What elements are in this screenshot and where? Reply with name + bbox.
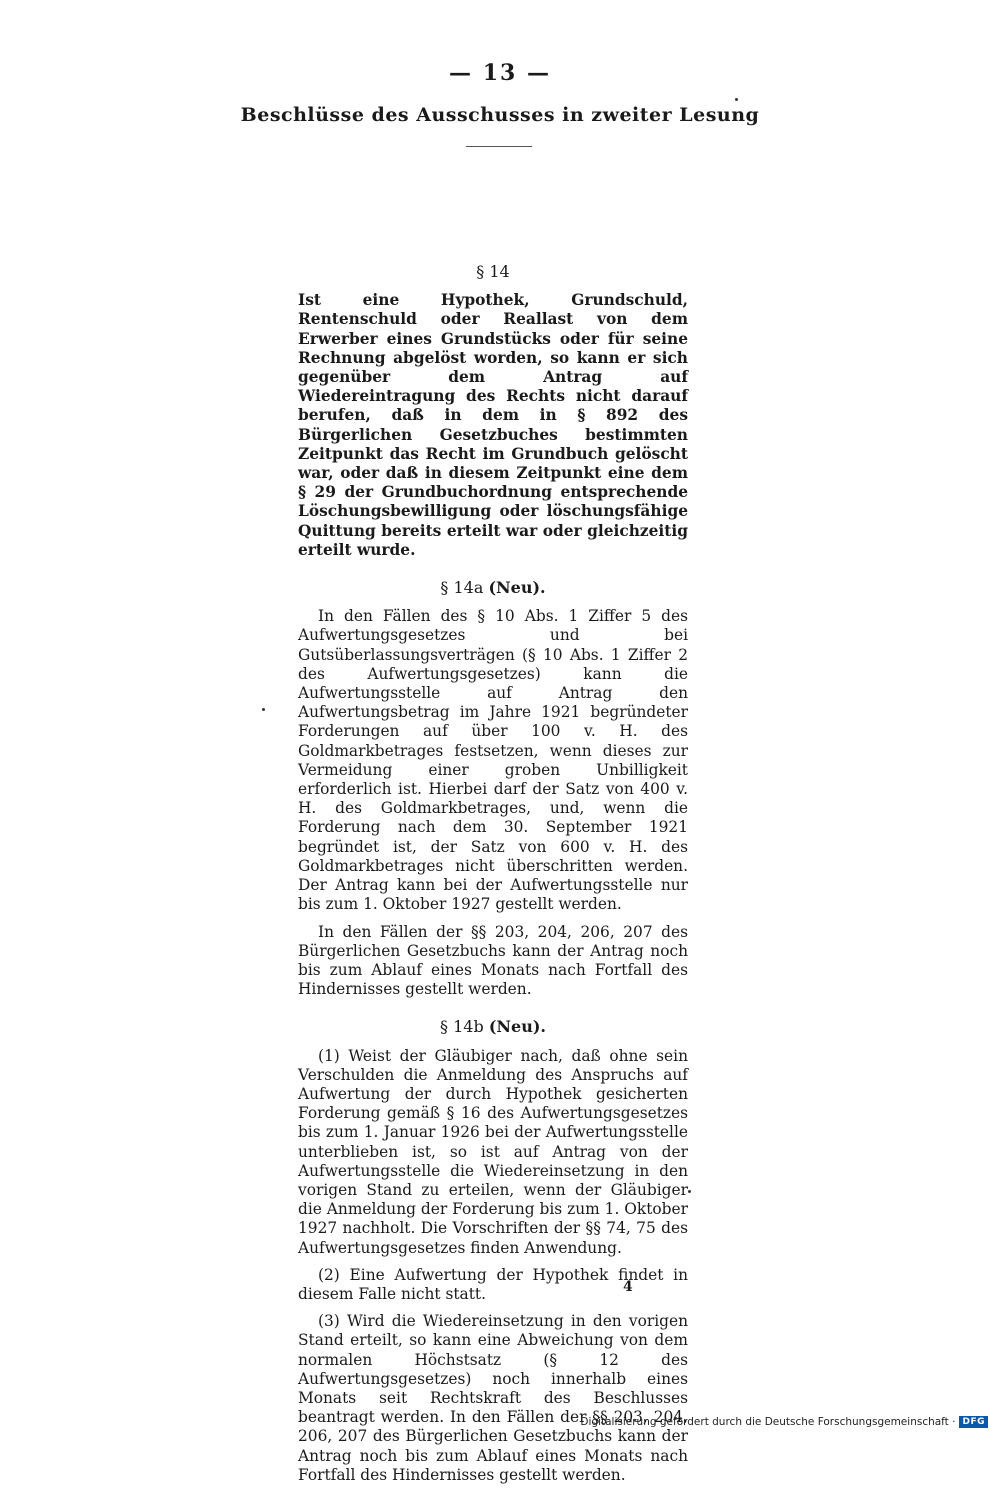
dfg-logo-icon: DFG <box>959 1416 988 1428</box>
section-heading <box>298 578 688 597</box>
signature-mark: 4 <box>623 1279 633 1295</box>
print-speck <box>262 708 265 711</box>
section-paragraph: (2) Eine Aufwertung der Hypothek findet in diesem Falle nicht statt. <box>298 1265 688 1303</box>
page-number: — 13 — <box>449 60 551 86</box>
section-14a <box>298 578 688 999</box>
section-paragraph: (1) Weist der Gläubiger nach, daß ohne sein Verschulden die Anmeldung des Anspruchs auf Aufwertung der durch Hypothek gesicherten Forderung gemäß § 16 des Aufwertungsgesetzes bis zum 1. Januar 1926 bei der Aufwertungsstelle unterblieben ist, so ist auf Antrag von der Aufwertungsstelle die Wiedereinsetzung in den vorigen Stand zu erteilen, wenn der Gläubiger die Anmeldung der Forderung bis zum 1. Oktober 1927 nachholt. Die Vorschriften der §§ 74, 75 des Aufwertungsgesetzes finden Anwendung. <box>298 1046 688 1257</box>
print-speck <box>735 98 738 101</box>
section-paragraph: In den Fällen des § 10 Abs. 1 Ziffer 5 des Aufwertungsgesetzes und bei Gutsüberlassungsverträgen (§ 10 Abs. 1 Ziffer 2 des Aufwertungsgesetzes) kann die Aufwertungsstelle auf Antrag den Aufwertungsbetrag im Jahre 1921 begründeter Forderungen auf über 100 v. H. des Goldmarkbetrages festsetzen, wenn dieses zur Vermeidung einer groben Unbilligkeit erforderlich ist. Hierbei darf der Satz von 400 v. H. des Goldmarkbetrages, und, wenn die Forderung nach dem 30. September 1921 begründet ist, der Satz von 600 v. H. des Goldmarkbetrages nicht überschritten werden. Der Antrag kann bei der Aufwertungsstelle nur bis zum 1. Oktober 1927 gestellt werden. <box>298 607 688 914</box>
section-number: § 14 <box>476 262 510 281</box>
digitization-footer <box>580 1414 988 1430</box>
section-paragraph: In den Fällen der §§ 203, 204, 206, 207 des Bürgerlichen Gesetzbuchs kann der Antrag noch bis zum Ablauf eines Monats nach Fortfall des Hindernisses gestellt werden. <box>298 922 688 999</box>
print-speck <box>688 1190 691 1193</box>
section-heading <box>298 1017 688 1036</box>
section-paragraph: (3) Wird die Wiedereinsetzung in den vorigen Stand erteilt, so kann eine Abweichung von dem normalen Höchstsatz (§ 12 des Aufwertungsgesetzes) noch innerhalb eines Monats seit Rechtskraft des Beschlusses beantragt werden. In den Fällen der §§ 203, 204, 206, 207 des Bürgerlichen Gesetzbuchs kann der Antrag noch bis zum Ablauf eines Monats nach Fortfall des Hindernisses gestellt werden. <box>298 1312 688 1484</box>
section-number: § 14b <box>440 1017 484 1037</box>
section-new-marker: (Neu). <box>488 578 546 598</box>
section-new-marker: (Neu). <box>488 1017 546 1037</box>
page-subtitle: Beschlüsse des Ausschusses in zweiter Lesung <box>240 104 760 126</box>
section-number: § 14a <box>440 578 484 598</box>
section-paragraph: Ist eine Hypothek, Grundschuld, Rentenschuld oder Reallast von dem Erwerber eines Grundstücks oder für seine Rechnung abgelöst worden, so kann er sich gegenüber dem Antrag auf Wiedereintragung des Rechts nicht darauf berufen, daß in dem in § 892 des Bürgerlichen Gesetzbuches bestimmten Zeitpunkt das Recht im Grundbuch gelöscht war, oder daß in diesem Zeitpunkt eine dem § 29 der Grundbuchordnung entsprechende Löschungsbewilligung oder löschungsfähige Quittung bereits erteilt war oder gleichzeitig erteilt wurde. <box>298 291 688 559</box>
title-divider <box>466 146 532 147</box>
footer-credit: Digitalisierung gefördert durch die Deutsche Forschungsgemeinschaft · <box>580 1416 956 1428</box>
text-column <box>298 262 688 1503</box>
section-14 <box>298 262 688 560</box>
section-heading <box>298 262 688 281</box>
